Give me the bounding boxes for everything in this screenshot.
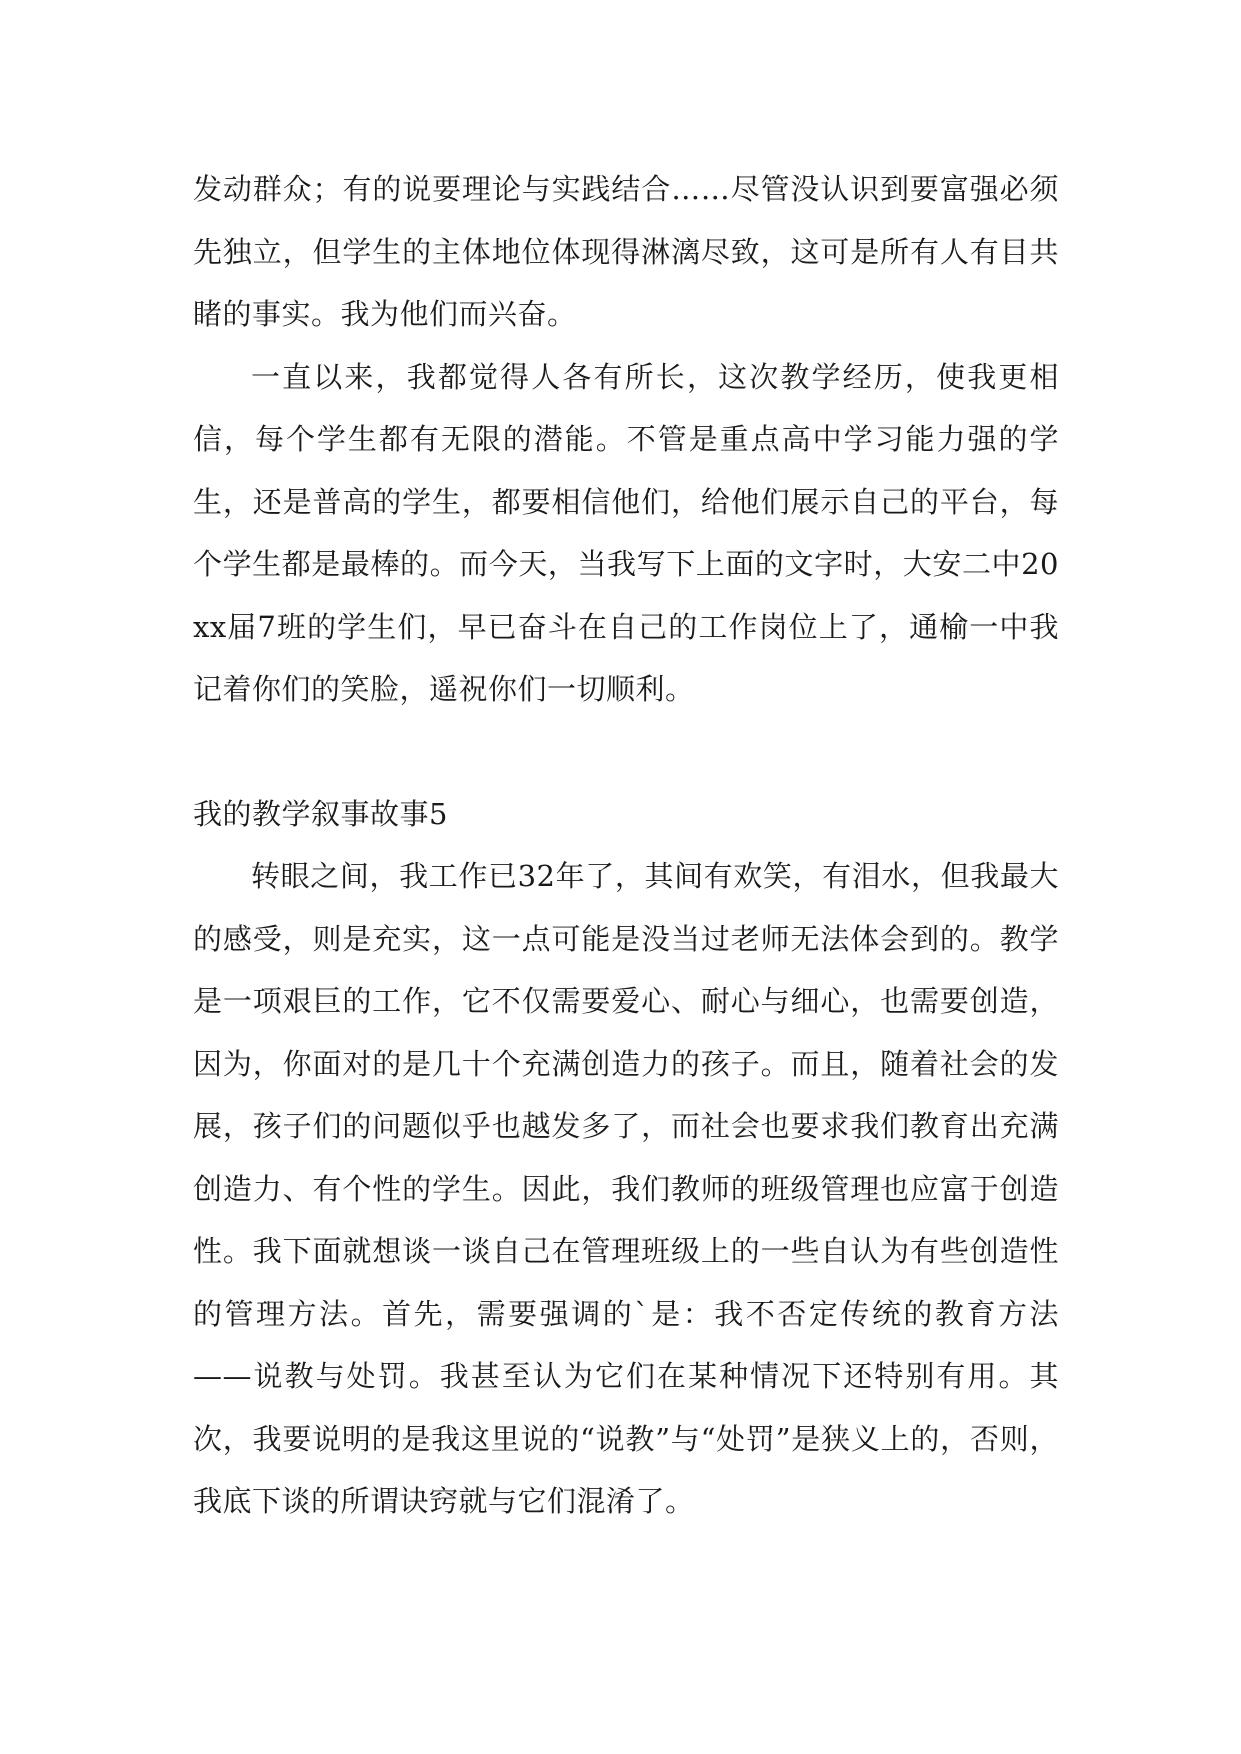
document-page [193, 158, 1059, 1533]
paragraph-story5: 转眼之间，我工作已32年了，其间有欢笑，有泪水，但我最大的感受，则是充实，这一点可能是没当过老师无法体会到的。教学是一项艰巨的工作，它不仅需要爱心、耐心与细心，也需要创造，因为，你面对的是几十个充满创造力的孩子。而且，随着社会的发展，孩子们的问题似乎也越发多了，而社会也要求我们教育出充满创造力、有个性的学生。因此，我们教师的班级管理也应富于创造性。我下面就想谈一谈自己在管理班级上的一些自认为有些创造性的管理方法。首先，需要强调的`是：我不否定传统的教育方法——说教与处罚。我甚至认为它们在某种情况下还特别有用。其次，我要说明的是我这里说的“说教”与“处罚”是狭义上的，否则，我底下谈的所谓诀窍就与它们混淆了。 [193, 859, 1059, 1518]
paragraph-continuation: 发动群众；有的说要理论与实践结合……尽管没认识到要富强必须先独立，但学生的主体地位体现得淋漓尽致，这可是所有人有目共睹的事实。我为他们而兴奋。 [193, 172, 1059, 331]
section-title: 我的教学叙事故事5 [193, 796, 448, 831]
paragraph-reflection: 一直以来，我都觉得人各有所长，这次教学经历，使我更相信，每个学生都有无限的潜能。不管是重点高中学习能力强的学生，还是普高的学生，都要相信他们，给他们展示自己的平台，每个学生都是最棒的。而今天，当我写下上面的文字时，大安二中20xx届7班的学生们，早已奋斗在自己的工作岗位上了，通榆一中我记着你们的笑脸，遥祝你们一切顺利。 [193, 359, 1059, 706]
section-spacer [193, 721, 1059, 783]
